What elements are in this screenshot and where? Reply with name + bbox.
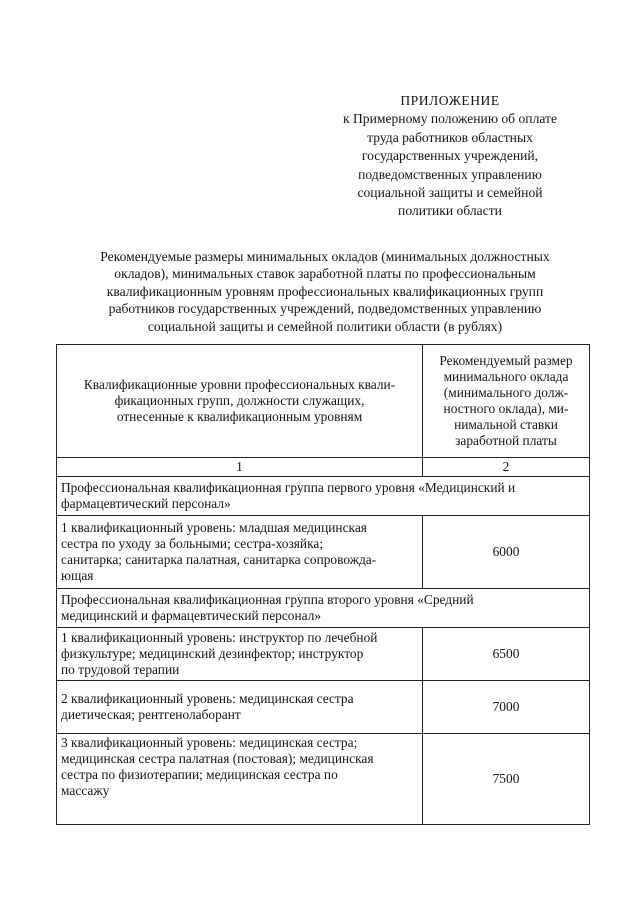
title-line: социальной защиты и семейной политики области (в рублях) <box>147 318 503 334</box>
header-rate-line: заработной платы <box>455 433 557 448</box>
table-row <box>57 628 590 681</box>
appendix-line: к Примерному положению об оплате <box>342 111 558 127</box>
appendix-line: труда работников областных <box>367 129 533 145</box>
appendix-line: социальной защиты и семейной <box>357 185 543 201</box>
header-rate-line: (минимального долж- <box>443 385 569 400</box>
table-row <box>57 734 590 825</box>
header-rate-line: минимального оклада <box>443 369 569 384</box>
level-line: сестра по физиотерапии; медицинская сестра по <box>61 767 338 782</box>
level-description <box>57 628 423 681</box>
title-line: работников государственных учреждений, подведомственных управлению <box>108 301 542 317</box>
column-number-2: 2 <box>423 458 590 477</box>
level-line: диетическая; рентгенолаборант <box>61 707 241 722</box>
group-row <box>57 477 590 516</box>
level-line: физкультуре; медицинский дезинфектор; инструктор <box>61 646 364 661</box>
header-rate-line: ностного оклада), ми- <box>443 401 569 416</box>
group-title-1 <box>57 477 590 516</box>
header-levels-line: Квалификационные уровни профессиональных квали- <box>83 377 396 392</box>
appendix-line: государственных учреждений, <box>361 148 539 164</box>
level-rate-value: 6500 <box>423 628 590 681</box>
level-line: по трудовой терапии <box>61 662 180 677</box>
table-row <box>57 681 590 734</box>
group-title-line: фармацевтический персонал» <box>61 496 231 511</box>
level-line: 1 квалификационный уровень: инструктор по лечебной <box>61 630 378 645</box>
header-levels-cell <box>57 345 423 458</box>
level-line: 3 квалификационный уровень: медицинская сестра; <box>61 735 358 750</box>
group-title-line: медицинский и фармацевтический персонал» <box>61 608 322 623</box>
group-row <box>57 589 590 628</box>
title-line: квалификационным уровням профессиональных квалификационных групп <box>106 283 544 299</box>
appendix-block <box>330 92 570 221</box>
group-title-2 <box>57 589 590 628</box>
header-rate-cell <box>423 345 590 458</box>
column-number-1: 1 <box>57 458 423 477</box>
header-rate-line: нимальной ставки <box>454 417 558 432</box>
level-line: санитарка; санитарка палатная, санитарка сопровожда- <box>61 552 377 567</box>
appendix-line: подведомственных управлению <box>358 166 542 182</box>
level-rate-value: 7500 <box>423 734 590 825</box>
level-description <box>57 734 423 825</box>
level-line: 1 квалификационный уровень: младшая медицинская <box>61 520 367 535</box>
column-number-row <box>57 458 590 477</box>
level-description <box>57 516 423 589</box>
title-line: окладов), минимальных ставок заработной платы по профессиональным <box>114 266 536 282</box>
level-rate-value: 6000 <box>423 516 590 589</box>
level-line: ющая <box>61 568 94 583</box>
header-levels-line: отнесенные к квалификационным уровням <box>116 409 363 424</box>
header-rate-line: Рекомендуемый размер <box>439 353 573 368</box>
appendix-heading: ПРИЛОЖЕНИЕ <box>400 93 500 108</box>
group-title-line: Профессиональная квалификационная группа первого уровня «Медицинский и <box>61 480 516 495</box>
level-line: массажу <box>61 783 110 798</box>
header-levels-line: фикационных групп, должности служащих, <box>114 393 365 408</box>
level-description <box>57 681 423 734</box>
title-line: Рекомендуемые размеры минимальных окладов (минимальных должностных <box>100 249 550 264</box>
table-header-row <box>57 345 590 458</box>
group-title-line: Профессиональная квалификационная группа второго уровня «Средний <box>61 592 474 607</box>
level-line: сестра по уходу за больными; сестра-хозяйка; <box>61 536 324 551</box>
rates-table <box>56 344 590 825</box>
document-title <box>60 248 590 335</box>
level-line: медицинская сестра палатная (постовая); медицинская <box>61 751 374 766</box>
level-line: 2 квалификационный уровень: медицинская сестра <box>61 691 354 706</box>
table-row <box>57 516 590 589</box>
appendix-line: политики области <box>398 203 502 219</box>
level-rate-value: 7000 <box>423 681 590 734</box>
